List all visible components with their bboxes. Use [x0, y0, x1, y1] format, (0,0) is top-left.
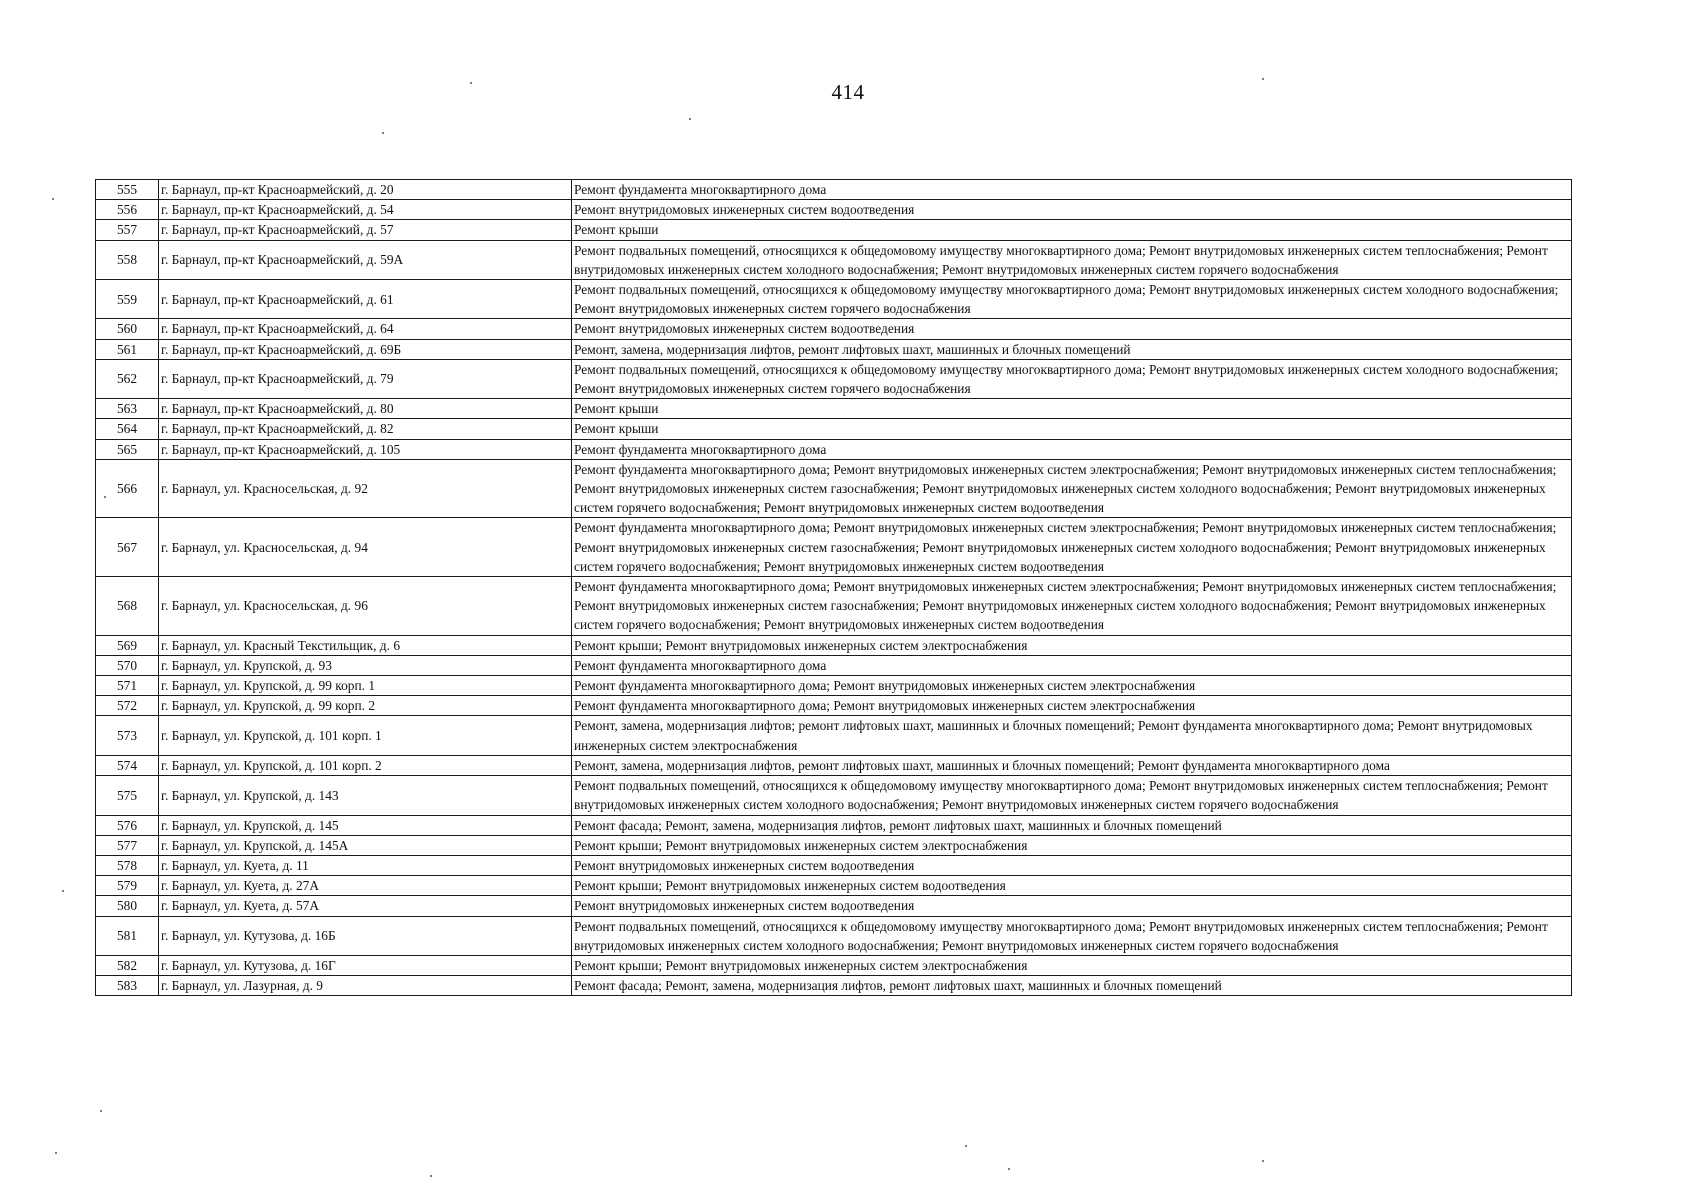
scan-speck	[100, 1110, 102, 1112]
page-number: 414	[831, 80, 865, 104]
scan-speck	[1262, 78, 1264, 80]
row-number-cell: 571	[96, 676, 159, 696]
row-number-cell: 569	[96, 635, 159, 655]
address-cell: г. Барнаул, пр-кт Красноармейский, д. 79	[159, 359, 572, 398]
work-type-cell: Ремонт подвальных помещений, относящихся к общедомовому имуществу многоквартирного дома; Ремонт внутридомовых инженерных систем теплоснабжения; Ремонт внутридомовых инженерных систем холодного водоснабжения; Ремонт внутридомовых инженерных систем горячего водоснабжения	[572, 776, 1572, 815]
row-number-cell: 558	[96, 240, 159, 279]
table-row	[96, 755, 1572, 775]
address-cell: г. Барнаул, ул. Красносельская, д. 92	[159, 459, 572, 518]
row-number-cell: 575	[96, 776, 159, 815]
row-number-cell: 561	[96, 339, 159, 359]
scan-speck	[62, 890, 64, 892]
table-row	[96, 240, 1572, 279]
table-body	[96, 180, 1572, 996]
row-number-cell: 572	[96, 696, 159, 716]
table-row	[96, 180, 1572, 200]
address-cell: г. Барнаул, пр-кт Красноармейский, д. 64	[159, 319, 572, 339]
work-type-cell: Ремонт подвальных помещений, относящихся к общедомовому имуществу многоквартирного дома; Ремонт внутридомовых инженерных систем холодного водоснабжения; Ремонт внутридомовых инженерных систем горячего водоснабжения	[572, 280, 1572, 319]
scan-speck	[55, 1152, 57, 1154]
work-type-cell: Ремонт фундамента многоквартирного дома; Ремонт внутридомовых инженерных систем электроснабжения	[572, 676, 1572, 696]
work-type-cell: Ремонт крыши; Ремонт внутридомовых инженерных систем электроснабжения	[572, 955, 1572, 975]
row-number-cell: 583	[96, 976, 159, 996]
work-type-cell: Ремонт фундамента многоквартирного дома; Ремонт внутридомовых инженерных систем электроснабжения; Ремонт внутридомовых инженерных систем теплоснабжения; Ремонт внутридомовых инженерных систем газоснабжения; Ремонт внутридомовых инженерных систем холодного водоснабжения; Ремонт внутридомовых инженерных систем горячего водоснабжения; Ремонт внутридомовых инженерных систем водоотведения	[572, 459, 1572, 518]
table-row	[96, 815, 1572, 835]
table-row	[96, 280, 1572, 319]
table-row	[96, 359, 1572, 398]
scan-speck	[430, 1175, 432, 1177]
address-cell: г. Барнаул, пр-кт Красноармейский, д. 57	[159, 220, 572, 240]
table-row	[96, 439, 1572, 459]
table-row	[96, 955, 1572, 975]
row-number-cell: 567	[96, 518, 159, 577]
address-cell: г. Барнаул, ул. Кутузова, д. 16Г	[159, 955, 572, 975]
work-type-cell: Ремонт подвальных помещений, относящихся к общедомовому имуществу многоквартирного дома; Ремонт внутридомовых инженерных систем холодного водоснабжения; Ремонт внутридомовых инженерных систем горячего водоснабжения	[572, 359, 1572, 398]
address-cell: г. Барнаул, пр-кт Красноармейский, д. 69Б	[159, 339, 572, 359]
table-row	[96, 220, 1572, 240]
row-number-cell: 559	[96, 280, 159, 319]
row-number-cell: 564	[96, 419, 159, 439]
row-number-cell: 565	[96, 439, 159, 459]
row-number-cell: 574	[96, 755, 159, 775]
work-type-cell: Ремонт фундамента многоквартирного дома	[572, 439, 1572, 459]
work-type-cell: Ремонт подвальных помещений, относящихся к общедомовому имуществу многоквартирного дома; Ремонт внутридомовых инженерных систем теплоснабжения; Ремонт внутридомовых инженерных систем холодного водоснабжения; Ремонт внутридомовых инженерных систем горячего водоснабжения	[572, 240, 1572, 279]
table-row	[96, 976, 1572, 996]
address-cell: г. Барнаул, ул. Красный Текстильщик, д. 6	[159, 635, 572, 655]
work-type-cell: Ремонт крыши	[572, 419, 1572, 439]
row-number-cell: 579	[96, 876, 159, 896]
work-type-cell: Ремонт фундамента многоквартирного дома	[572, 180, 1572, 200]
address-cell: г. Барнаул, ул. Крупской, д. 145А	[159, 835, 572, 855]
row-number-cell: 556	[96, 200, 159, 220]
address-cell: г. Барнаул, ул. Лазурная, д. 9	[159, 976, 572, 996]
address-cell: г. Барнаул, ул. Крупской, д. 99 корп. 1	[159, 676, 572, 696]
table-row	[96, 339, 1572, 359]
address-cell: г. Барнаул, ул. Куета, д. 57А	[159, 896, 572, 916]
table-row	[96, 916, 1572, 955]
work-type-cell: Ремонт внутридомовых инженерных систем водоотведения	[572, 319, 1572, 339]
work-type-cell: Ремонт фундамента многоквартирного дома	[572, 655, 1572, 675]
work-type-cell: Ремонт крыши	[572, 220, 1572, 240]
address-cell: г. Барнаул, ул. Крупской, д. 145	[159, 815, 572, 835]
work-type-cell: Ремонт крыши	[572, 399, 1572, 419]
address-cell: г. Барнаул, ул. Крупской, д. 99 корп. 2	[159, 696, 572, 716]
row-number-cell: 563	[96, 399, 159, 419]
work-type-cell: Ремонт фасада; Ремонт, замена, модернизация лифтов, ремонт лифтовых шахт, машинных и блочных помещений	[572, 976, 1572, 996]
table-row	[96, 459, 1572, 518]
address-cell: г. Барнаул, пр-кт Красноармейский, д. 105	[159, 439, 572, 459]
address-cell: г. Барнаул, пр-кт Красноармейский, д. 61	[159, 280, 572, 319]
row-number-cell: 577	[96, 835, 159, 855]
address-cell: г. Барнаул, ул. Крупской, д. 143	[159, 776, 572, 815]
scan-speck	[382, 132, 384, 134]
row-number-cell: 557	[96, 220, 159, 240]
address-cell: г. Барнаул, пр-кт Красноармейский, д. 20	[159, 180, 572, 200]
address-cell: г. Барнаул, ул. Куета, д. 11	[159, 855, 572, 875]
table-row	[96, 696, 1572, 716]
table-row	[96, 577, 1572, 636]
table-row	[96, 876, 1572, 896]
table-row	[96, 855, 1572, 875]
scan-speck	[1008, 1168, 1010, 1170]
row-number-cell: 582	[96, 955, 159, 975]
address-cell: г. Барнаул, пр-кт Красноармейский, д. 54	[159, 200, 572, 220]
table-row	[96, 419, 1572, 439]
work-type-cell: Ремонт крыши; Ремонт внутридомовых инженерных систем электроснабжения	[572, 635, 1572, 655]
address-cell: г. Барнаул, ул. Красносельская, д. 96	[159, 577, 572, 636]
table-row	[96, 635, 1572, 655]
address-cell: г. Барнаул, ул. Крупской, д. 101 корп. 1	[159, 716, 572, 755]
scan-speck	[104, 496, 106, 498]
row-number-cell: 580	[96, 896, 159, 916]
table-row	[96, 835, 1572, 855]
work-type-cell: Ремонт фундамента многоквартирного дома; Ремонт внутридомовых инженерных систем электроснабжения; Ремонт внутридомовых инженерных систем теплоснабжения; Ремонт внутридомовых инженерных систем газоснабжения; Ремонт внутридомовых инженерных систем холодного водоснабжения; Ремонт внутридомовых инженерных систем горячего водоснабжения; Ремонт внутридомовых инженерных систем водоотведения	[572, 518, 1572, 577]
row-number-cell: 581	[96, 916, 159, 955]
work-type-cell: Ремонт, замена, модернизация лифтов, ремонт лифтовых шахт, машинных и блочных помещений	[572, 339, 1572, 359]
scan-speck	[965, 1145, 967, 1147]
work-type-cell: Ремонт крыши; Ремонт внутридомовых инженерных систем водоотведения	[572, 876, 1572, 896]
address-cell: г. Барнаул, ул. Куета, д. 27А	[159, 876, 572, 896]
repair-table	[95, 179, 1572, 996]
row-number-cell: 562	[96, 359, 159, 398]
row-number-cell: 555	[96, 180, 159, 200]
table-row	[96, 200, 1572, 220]
table-row	[96, 896, 1572, 916]
table-row	[96, 319, 1572, 339]
address-cell: г. Барнаул, пр-кт Красноармейский, д. 59А	[159, 240, 572, 279]
work-type-cell: Ремонт, замена, модернизация лифтов; ремонт лифтовых шахт, машинных и блочных помещений; Ремонт фундамента многоквартирного дома; Ремонт внутридомовых инженерных систем электроснабжения	[572, 716, 1572, 755]
table-row	[96, 518, 1572, 577]
address-cell: г. Барнаул, пр-кт Красноармейский, д. 80	[159, 399, 572, 419]
scan-speck	[689, 118, 691, 120]
work-type-cell: Ремонт, замена, модернизация лифтов, ремонт лифтовых шахт, машинных и блочных помещений; Ремонт фундамента многоквартирного дома	[572, 755, 1572, 775]
row-number-cell: 568	[96, 577, 159, 636]
table-row	[96, 399, 1572, 419]
row-number-cell: 570	[96, 655, 159, 675]
table-row	[96, 716, 1572, 755]
scan-speck	[52, 198, 54, 200]
work-type-cell: Ремонт фундамента многоквартирного дома; Ремонт внутридомовых инженерных систем электроснабжения	[572, 696, 1572, 716]
work-type-cell: Ремонт фасада; Ремонт, замена, модернизация лифтов, ремонт лифтовых шахт, машинных и блочных помещений	[572, 815, 1572, 835]
work-type-cell: Ремонт подвальных помещений, относящихся к общедомовому имуществу многоквартирного дома; Ремонт внутридомовых инженерных систем теплоснабжения; Ремонт внутридомовых инженерных систем холодного водоснабжения; Ремонт внутридомовых инженерных систем горячего водоснабжения	[572, 916, 1572, 955]
work-type-cell: Ремонт крыши; Ремонт внутридомовых инженерных систем электроснабжения	[572, 835, 1572, 855]
work-type-cell: Ремонт внутридомовых инженерных систем водоотведения	[572, 200, 1572, 220]
scan-speck	[470, 82, 472, 84]
address-cell: г. Барнаул, ул. Крупской, д. 101 корп. 2	[159, 755, 572, 775]
row-number-cell: 576	[96, 815, 159, 835]
address-cell: г. Барнаул, ул. Красносельская, д. 94	[159, 518, 572, 577]
row-number-cell: 573	[96, 716, 159, 755]
table-row	[96, 655, 1572, 675]
row-number-cell: 578	[96, 855, 159, 875]
scan-speck	[1262, 1160, 1264, 1162]
address-cell: г. Барнаул, ул. Крупской, д. 93	[159, 655, 572, 675]
work-type-cell: Ремонт фундамента многоквартирного дома; Ремонт внутридомовых инженерных систем электроснабжения; Ремонт внутридомовых инженерных систем теплоснабжения; Ремонт внутридомовых инженерных систем газоснабжения; Ремонт внутридомовых инженерных систем холодного водоснабжения; Ремонт внутридомовых инженерных систем горячего водоснабжения; Ремонт внутридомовых инженерных систем водоотведения	[572, 577, 1572, 636]
row-number-cell: 560	[96, 319, 159, 339]
work-type-cell: Ремонт внутридомовых инженерных систем водоотведения	[572, 896, 1572, 916]
table-row	[96, 776, 1572, 815]
address-cell: г. Барнаул, ул. Кутузова, д. 16Б	[159, 916, 572, 955]
row-number-cell: 566	[96, 459, 159, 518]
work-type-cell: Ремонт внутридомовых инженерных систем водоотведения	[572, 855, 1572, 875]
table-row	[96, 676, 1572, 696]
repair-table-wrapper	[95, 179, 1570, 996]
address-cell: г. Барнаул, пр-кт Красноармейский, д. 82	[159, 419, 572, 439]
